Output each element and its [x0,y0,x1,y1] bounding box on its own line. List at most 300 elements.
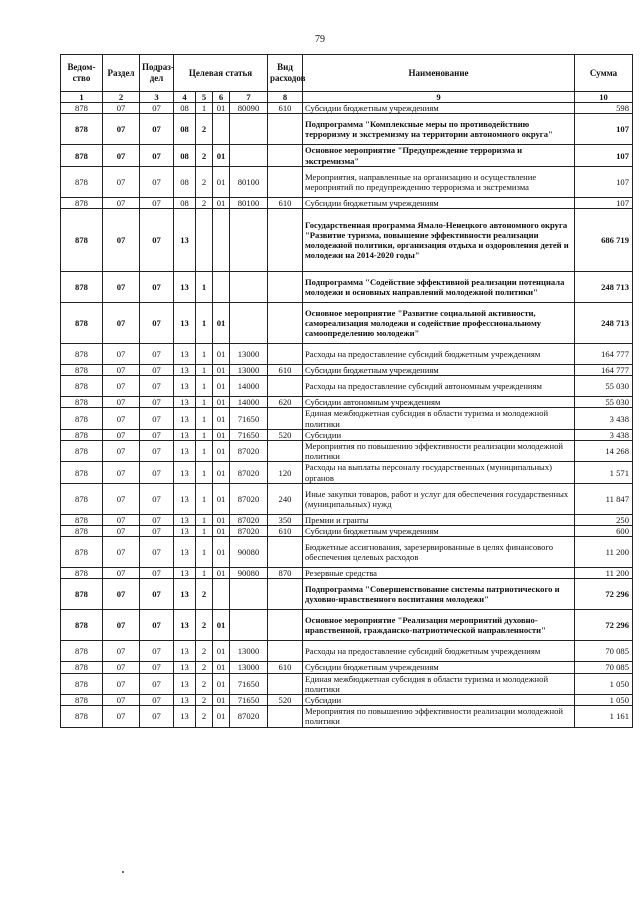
cell-name: Единая межбюджетная субсидия в области туризма и молодежной политики [303,673,575,694]
cell-razdel: 07 [103,408,140,429]
cell-dept: 878 [61,166,103,197]
cell-subprogram: 2 [196,610,213,641]
cell-sum: 11 200 [575,568,633,579]
cell-sum: 598 [575,103,633,114]
cell-sum: 55 030 [575,397,633,408]
cell-subprogram: 1 [196,272,213,303]
index-cell: 10 [575,92,633,103]
cell-vid [268,408,303,429]
cell-dept: 878 [61,695,103,706]
cell-measure: 01 [213,397,230,408]
cell-name: Подпрограмма "Комплексные меры по противодействию терроризму и экстремизму на территории автономного округа" [303,114,575,145]
table-row [61,526,633,537]
cell-subprogram: 1 [196,303,213,344]
cell-podrazdel: 07 [140,568,174,579]
cell-name: Бюджетные ассигнования, зарезервированные в целях финансового обеспечения целевых расходов [303,537,575,568]
cell-measure: 01 [213,662,230,673]
cell-dept: 878 [61,344,103,365]
cell-sum: 248 713 [575,272,633,303]
cell-name: Субсидии [303,695,575,706]
cell-measure: 01 [213,610,230,641]
cell-razdel: 07 [103,568,140,579]
cell-vid [268,537,303,568]
cell-razdel: 07 [103,441,140,462]
cell-measure [213,209,230,272]
cell-podrazdel: 07 [140,209,174,272]
cell-name: Премии и гранты [303,514,575,525]
cell-podrazdel: 07 [140,441,174,462]
cell-sum: 72 296 [575,610,633,641]
cell-name: Основное мероприятие "Развитие социальной активности, самореализация молодежи и содействие профессиональному самоопределению молодежи" [303,303,575,344]
cell-vid: 610 [268,662,303,673]
table-row [61,462,633,483]
cell-name: Расходы на предоставление субсидий автономным учреждениям [303,376,575,397]
index-cell: 3 [140,92,174,103]
cell-sum: 55 030 [575,376,633,397]
cell-sum: 11 847 [575,483,633,514]
cell-measure: 01 [213,344,230,365]
cell-direction: 80100 [230,197,268,208]
cell-dept: 878 [61,673,103,694]
cell-sum: 1 050 [575,695,633,706]
cell-program: 13 [174,568,196,579]
cell-sum: 686 719 [575,209,633,272]
cell-measure: 01 [213,483,230,514]
cell-name: Расходы на предоставление субсидий бюджетным учреждениям [303,344,575,365]
cell-direction [230,579,268,610]
cell-podrazdel: 07 [140,166,174,197]
cell-vid [268,272,303,303]
cell-measure: 01 [213,673,230,694]
cell-podrazdel: 07 [140,197,174,208]
cell-podrazdel: 07 [140,579,174,610]
cell-direction: 87020 [230,706,268,727]
cell-subprogram: 1 [196,441,213,462]
cell-subprogram: 1 [196,514,213,525]
cell-vid: 610 [268,197,303,208]
cell-name: Основное мероприятие "Предупреждение терроризма и экстремизма" [303,145,575,166]
cell-podrazdel: 07 [140,641,174,662]
cell-subprogram: 1 [196,376,213,397]
cell-razdel: 07 [103,103,140,114]
cell-razdel: 07 [103,610,140,641]
cell-subprogram: 2 [196,197,213,208]
cell-dept: 878 [61,429,103,440]
cell-podrazdel: 07 [140,365,174,376]
cell-vid [268,114,303,145]
cell-vid: 610 [268,526,303,537]
cell-subprogram: 1 [196,365,213,376]
cell-vid: 350 [268,514,303,525]
cell-subprogram: 2 [196,695,213,706]
cell-dept: 878 [61,197,103,208]
cell-name: Субсидии [303,429,575,440]
cell-razdel: 07 [103,695,140,706]
cell-subprogram: 2 [196,114,213,145]
cell-program: 08 [174,145,196,166]
cell-direction [230,145,268,166]
cell-podrazdel: 07 [140,483,174,514]
cell-sum: 72 296 [575,579,633,610]
cell-direction [230,272,268,303]
cell-program: 13 [174,397,196,408]
cell-podrazdel: 07 [140,462,174,483]
cell-sum: 107 [575,145,633,166]
cell-sum: 164 777 [575,365,633,376]
table-row [61,537,633,568]
cell-dept: 878 [61,641,103,662]
table-row [61,429,633,440]
cell-measure: 01 [213,145,230,166]
cell-subprogram: 2 [196,145,213,166]
cell-measure: 01 [213,166,230,197]
cell-direction: 71650 [230,408,268,429]
cell-sum: 70 085 [575,641,633,662]
cell-measure: 01 [213,376,230,397]
cell-program: 13 [174,365,196,376]
cell-name: Единая межбюджетная субсидия в области туризма и молодежной политики [303,408,575,429]
cell-dept: 878 [61,610,103,641]
cell-dept: 878 [61,114,103,145]
cell-dept: 878 [61,579,103,610]
cell-razdel: 07 [103,673,140,694]
cell-subprogram: 1 [196,537,213,568]
cell-podrazdel: 07 [140,103,174,114]
cell-dept: 878 [61,365,103,376]
index-cell: 8 [268,92,303,103]
cell-name: Резервные средства [303,568,575,579]
cell-direction: 87020 [230,462,268,483]
table-row [61,166,633,197]
cell-dept: 878 [61,408,103,429]
cell-direction: 87020 [230,441,268,462]
header-razdel: Раздел [103,55,140,92]
cell-direction: 14000 [230,397,268,408]
cell-subprogram: 2 [196,641,213,662]
cell-program: 13 [174,408,196,429]
cell-dept: 878 [61,537,103,568]
cell-name: Государственная программа Ямало-Ненецкого автономного округа "Развитие туризма, повышение эффективности реализации молодежной политики, организация отдыха и оздоровления детей и молодежи на 2014-2020 годы" [303,209,575,272]
cell-program: 13 [174,429,196,440]
cell-measure: 01 [213,706,230,727]
cell-razdel: 07 [103,344,140,365]
cell-sum: 164 777 [575,344,633,365]
cell-direction [230,209,268,272]
cell-dept: 878 [61,103,103,114]
header-row [61,55,633,92]
cell-vid [268,641,303,662]
cell-measure: 01 [213,462,230,483]
cell-measure: 01 [213,103,230,114]
cell-sum: 107 [575,114,633,145]
cell-sum: 11 200 [575,537,633,568]
cell-dept: 878 [61,483,103,514]
cell-program: 13 [174,641,196,662]
cell-measure: 01 [213,695,230,706]
cell-dept: 878 [61,145,103,166]
table-row [61,344,633,365]
header-target: Целевая статья [174,55,268,92]
cell-sum: 70 085 [575,662,633,673]
cell-name: Основное мероприятие "Реализация мероприятий духовно-нравственной, гражданско-патриотической направленности" [303,610,575,641]
table-row [61,483,633,514]
cell-direction: 13000 [230,344,268,365]
cell-program: 08 [174,197,196,208]
cell-sum: 14 268 [575,441,633,462]
table-row [61,706,633,727]
cell-dept: 878 [61,568,103,579]
cell-name: Субсидии автономным учреждениям [303,397,575,408]
cell-razdel: 07 [103,365,140,376]
cell-measure [213,272,230,303]
table-row [61,662,633,673]
table-row [61,514,633,525]
cell-podrazdel: 07 [140,673,174,694]
table-row [61,641,633,662]
cell-program: 13 [174,537,196,568]
cell-program: 13 [174,514,196,525]
cell-name: Подпрограмма "Содействие эффективной реализации потенциала молодежи и основных направлений молодежной политики" [303,272,575,303]
cell-dept: 878 [61,514,103,525]
cell-dept: 878 [61,303,103,344]
cell-direction: 90080 [230,568,268,579]
cell-vid: 610 [268,365,303,376]
cell-vid [268,303,303,344]
cell-name: Субсидии бюджетным учреждениям [303,103,575,114]
cell-subprogram: 1 [196,408,213,429]
cell-measure: 01 [213,568,230,579]
cell-razdel: 07 [103,483,140,514]
cell-direction: 87020 [230,514,268,525]
index-cell: 4 [174,92,196,103]
cell-vid [268,706,303,727]
cell-subprogram: 1 [196,429,213,440]
cell-program: 13 [174,610,196,641]
cell-dept: 878 [61,272,103,303]
cell-razdel: 07 [103,662,140,673]
cell-measure: 01 [213,441,230,462]
index-cell: 2 [103,92,140,103]
cell-direction: 71650 [230,673,268,694]
cell-name: Подпрограмма "Совершенствование системы патриотического и духовно-нравственного воспитания молодежи" [303,579,575,610]
cell-razdel: 07 [103,114,140,145]
cell-subprogram: 2 [196,706,213,727]
cell-name: Субсидии бюджетным учреждениям [303,365,575,376]
cell-podrazdel: 07 [140,514,174,525]
scan-mark [122,871,124,873]
cell-direction [230,610,268,641]
cell-sum: 3 438 [575,429,633,440]
cell-subprogram: 1 [196,397,213,408]
cell-program: 13 [174,695,196,706]
cell-subprogram [196,209,213,272]
cell-razdel: 07 [103,641,140,662]
cell-program: 13 [174,706,196,727]
table-row [61,197,633,208]
cell-program: 13 [174,441,196,462]
cell-measure: 01 [213,365,230,376]
cell-subprogram: 1 [196,526,213,537]
cell-vid: 520 [268,695,303,706]
cell-subprogram: 1 [196,344,213,365]
table-row [61,695,633,706]
cell-program: 13 [174,209,196,272]
cell-sum: 1 050 [575,673,633,694]
cell-program: 13 [174,272,196,303]
cell-program: 13 [174,673,196,694]
cell-podrazdel: 07 [140,397,174,408]
cell-razdel: 07 [103,166,140,197]
cell-razdel: 07 [103,429,140,440]
cell-measure: 01 [213,303,230,344]
cell-razdel: 07 [103,272,140,303]
cell-subprogram: 2 [196,662,213,673]
cell-razdel: 07 [103,209,140,272]
cell-program: 13 [174,579,196,610]
cell-program: 08 [174,103,196,114]
table-row [61,610,633,641]
cell-podrazdel: 07 [140,272,174,303]
cell-vid [268,376,303,397]
index-row [61,92,633,103]
cell-program: 13 [174,483,196,514]
cell-program: 13 [174,526,196,537]
table-row [61,408,633,429]
cell-name: Иные закупки товаров, работ и услуг для обеспечения государственных (муниципальных) нужд [303,483,575,514]
cell-vid [268,610,303,641]
cell-name: Субсидии бюджетным учреждениям [303,662,575,673]
index-cell: 7 [230,92,268,103]
cell-program: 13 [174,376,196,397]
cell-measure: 01 [213,537,230,568]
cell-dept: 878 [61,462,103,483]
table-row [61,673,633,694]
cell-measure: 01 [213,197,230,208]
cell-name: Расходы на предоставление субсидий бюджетным учреждениям [303,641,575,662]
cell-sum: 1 571 [575,462,633,483]
cell-subprogram: 2 [196,579,213,610]
cell-podrazdel: 07 [140,303,174,344]
cell-measure: 01 [213,514,230,525]
table-row [61,376,633,397]
cell-podrazdel: 07 [140,145,174,166]
cell-name: Расходы на выплаты персоналу государственных (муниципальных) органов [303,462,575,483]
cell-name: Мероприятия, направленные на организацию и осуществление мероприятий по предупреждению терроризма и экстремизма [303,166,575,197]
cell-measure: 01 [213,526,230,537]
cell-podrazdel: 07 [140,662,174,673]
table-row [61,579,633,610]
cell-direction: 87020 [230,483,268,514]
table-row [61,272,633,303]
cell-podrazdel: 07 [140,695,174,706]
cell-measure: 01 [213,408,230,429]
cell-razdel: 07 [103,145,140,166]
cell-vid: 520 [268,429,303,440]
page-number: 79 [315,34,325,45]
cell-razdel: 07 [103,197,140,208]
cell-vid [268,145,303,166]
cell-measure: 01 [213,429,230,440]
cell-program: 13 [174,662,196,673]
cell-podrazdel: 07 [140,537,174,568]
cell-direction [230,114,268,145]
cell-razdel: 07 [103,303,140,344]
cell-sum: 107 [575,197,633,208]
table-body [61,103,633,727]
cell-program: 08 [174,166,196,197]
cell-subprogram: 1 [196,568,213,579]
header-podrazdel: Подраз-дел [140,55,174,92]
table-row [61,568,633,579]
cell-razdel: 07 [103,397,140,408]
cell-direction: 13000 [230,641,268,662]
header-sum: Сумма [575,55,633,92]
cell-measure: 01 [213,641,230,662]
cell-dept: 878 [61,209,103,272]
table-row [61,103,633,114]
cell-direction [230,303,268,344]
cell-program: 08 [174,114,196,145]
cell-podrazdel: 07 [140,376,174,397]
cell-dept: 878 [61,441,103,462]
cell-subprogram: 1 [196,103,213,114]
cell-name: Субсидии бюджетным учреждениям [303,526,575,537]
table-row [61,365,633,376]
cell-program: 13 [174,303,196,344]
cell-measure [213,114,230,145]
cell-sum: 3 438 [575,408,633,429]
cell-program: 13 [174,344,196,365]
cell-direction: 13000 [230,662,268,673]
cell-dept: 878 [61,662,103,673]
cell-direction: 80090 [230,103,268,114]
table-row [61,397,633,408]
cell-razdel: 07 [103,526,140,537]
header-vid: Вид расходов [268,55,303,92]
cell-direction: 71650 [230,695,268,706]
cell-podrazdel: 07 [140,610,174,641]
cell-direction: 80100 [230,166,268,197]
cell-sum: 107 [575,166,633,197]
cell-razdel: 07 [103,376,140,397]
cell-podrazdel: 07 [140,344,174,365]
cell-vid: 620 [268,397,303,408]
cell-vid: 610 [268,103,303,114]
header-dept: Ведом-ство [61,55,103,92]
cell-direction: 90080 [230,537,268,568]
cell-podrazdel: 07 [140,408,174,429]
cell-sum: 250 [575,514,633,525]
cell-podrazdel: 07 [140,429,174,440]
cell-razdel: 07 [103,706,140,727]
cell-direction: 71650 [230,429,268,440]
cell-dept: 878 [61,526,103,537]
cell-podrazdel: 07 [140,526,174,537]
table-row [61,145,633,166]
cell-vid [268,344,303,365]
cell-vid [268,209,303,272]
cell-dept: 878 [61,376,103,397]
table-row [61,441,633,462]
cell-vid [268,441,303,462]
cell-direction: 13000 [230,365,268,376]
cell-name: Мероприятия по повышению эффективности реализации молодежной политики [303,441,575,462]
cell-razdel: 07 [103,579,140,610]
cell-razdel: 07 [103,514,140,525]
index-cell: 5 [196,92,213,103]
cell-razdel: 07 [103,537,140,568]
cell-podrazdel: 07 [140,114,174,145]
